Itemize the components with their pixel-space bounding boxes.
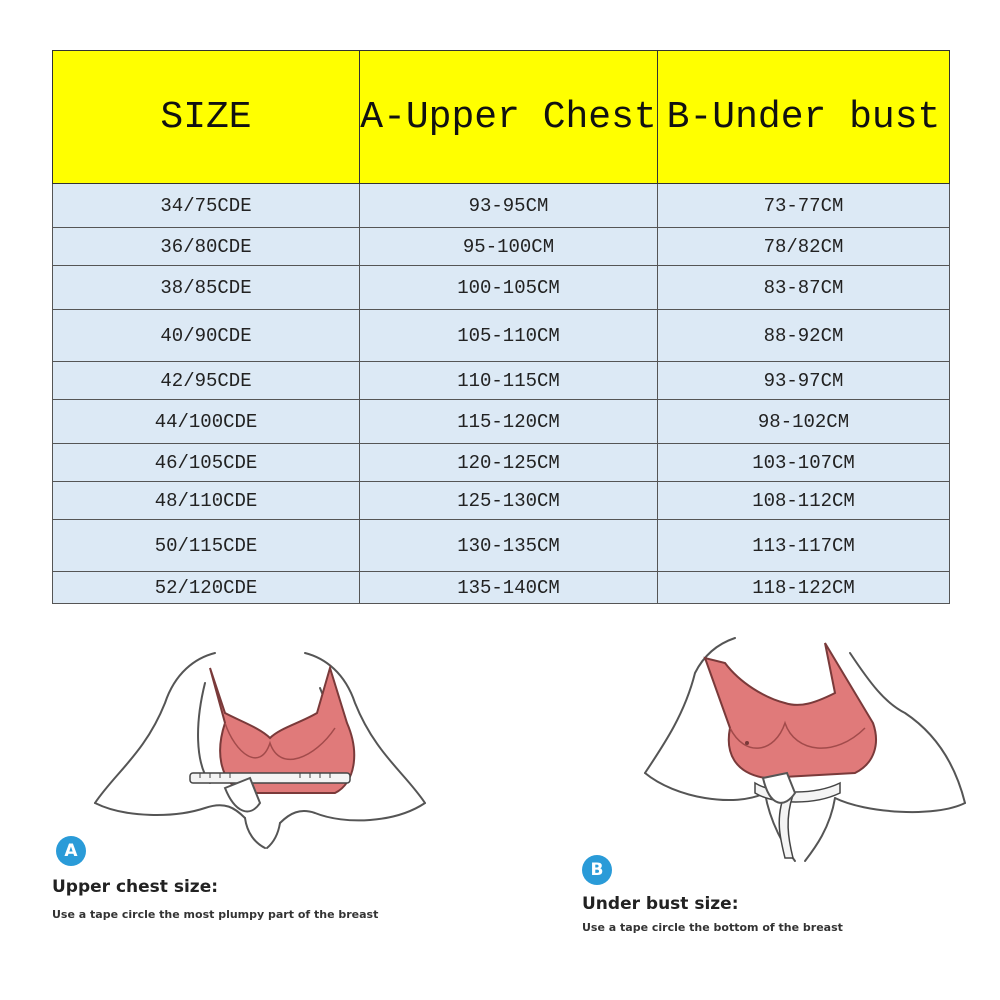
table-row xyxy=(53,362,950,400)
table-row xyxy=(53,228,950,266)
header-row xyxy=(53,51,950,184)
under-bust-cell: 118-122CM xyxy=(658,572,950,604)
table-row xyxy=(53,482,950,520)
upper-chest-cell: 93-95CM xyxy=(360,184,658,228)
upper-chest-cell: 135-140CM xyxy=(360,572,658,604)
size-cell: 34/75CDE xyxy=(53,184,360,228)
size-cell: 36/80CDE xyxy=(53,228,360,266)
header-upper-chest: A-Upper Chest xyxy=(360,51,658,184)
table-row xyxy=(53,572,950,604)
size-cell: 48/110CDE xyxy=(53,482,360,520)
upper-chest-cell: 125-130CM xyxy=(360,482,658,520)
upper-chest-illustration-icon xyxy=(85,643,435,853)
size-cell: 40/90CDE xyxy=(53,310,360,362)
table-row xyxy=(53,520,950,572)
badge-b-icon: B xyxy=(582,855,612,885)
under-bust-cell: 98-102CM xyxy=(658,400,950,444)
table-row xyxy=(53,266,950,310)
header-under-bust: B-Under bust xyxy=(658,51,950,184)
under-bust-cell: 88-92CM xyxy=(658,310,950,362)
under-bust-illustration-icon xyxy=(635,633,975,863)
under-bust-cell: 103-107CM xyxy=(658,444,950,482)
upper-chest-cell: 110-115CM xyxy=(360,362,658,400)
table-row xyxy=(53,400,950,444)
table-row xyxy=(53,310,950,362)
badge-a-icon: A xyxy=(56,836,86,866)
upper-chest-cell: 95-100CM xyxy=(360,228,658,266)
under-bust-cell: 83-87CM xyxy=(658,266,950,310)
upper-chest-cell: 120-125CM xyxy=(360,444,658,482)
size-cell: 50/115CDE xyxy=(53,520,360,572)
table-row xyxy=(53,184,950,228)
upper-chest-title: Upper chest size: xyxy=(52,877,219,897)
under-bust-cell: 108-112CM xyxy=(658,482,950,520)
under-bust-cell: 73-77CM xyxy=(658,184,950,228)
header-size: SIZE xyxy=(53,51,360,184)
upper-chest-cell: 105-110CM xyxy=(360,310,658,362)
under-bust-cell: 78/82CM xyxy=(658,228,950,266)
upper-chest-cell: 100-105CM xyxy=(360,266,658,310)
under-bust-cell: 113-117CM xyxy=(658,520,950,572)
size-cell: 46/105CDE xyxy=(53,444,360,482)
upper-chest-cell: 115-120CM xyxy=(360,400,658,444)
size-cell: 42/95CDE xyxy=(53,362,360,400)
table-row xyxy=(53,444,950,482)
upper-chest-description: Use a tape circle the most plumpy part of the breast xyxy=(52,908,379,921)
size-chart-table xyxy=(52,50,950,604)
size-cell: 38/85CDE xyxy=(53,266,360,310)
size-cell: 44/100CDE xyxy=(53,400,360,444)
under-bust-description: Use a tape circle the bottom of the breast xyxy=(582,921,843,934)
measurement-guide xyxy=(0,623,1000,1000)
upper-chest-cell: 130-135CM xyxy=(360,520,658,572)
under-bust-title: Under bust size: xyxy=(582,894,739,914)
size-cell: 52/120CDE xyxy=(53,572,360,604)
under-bust-cell: 93-97CM xyxy=(658,362,950,400)
